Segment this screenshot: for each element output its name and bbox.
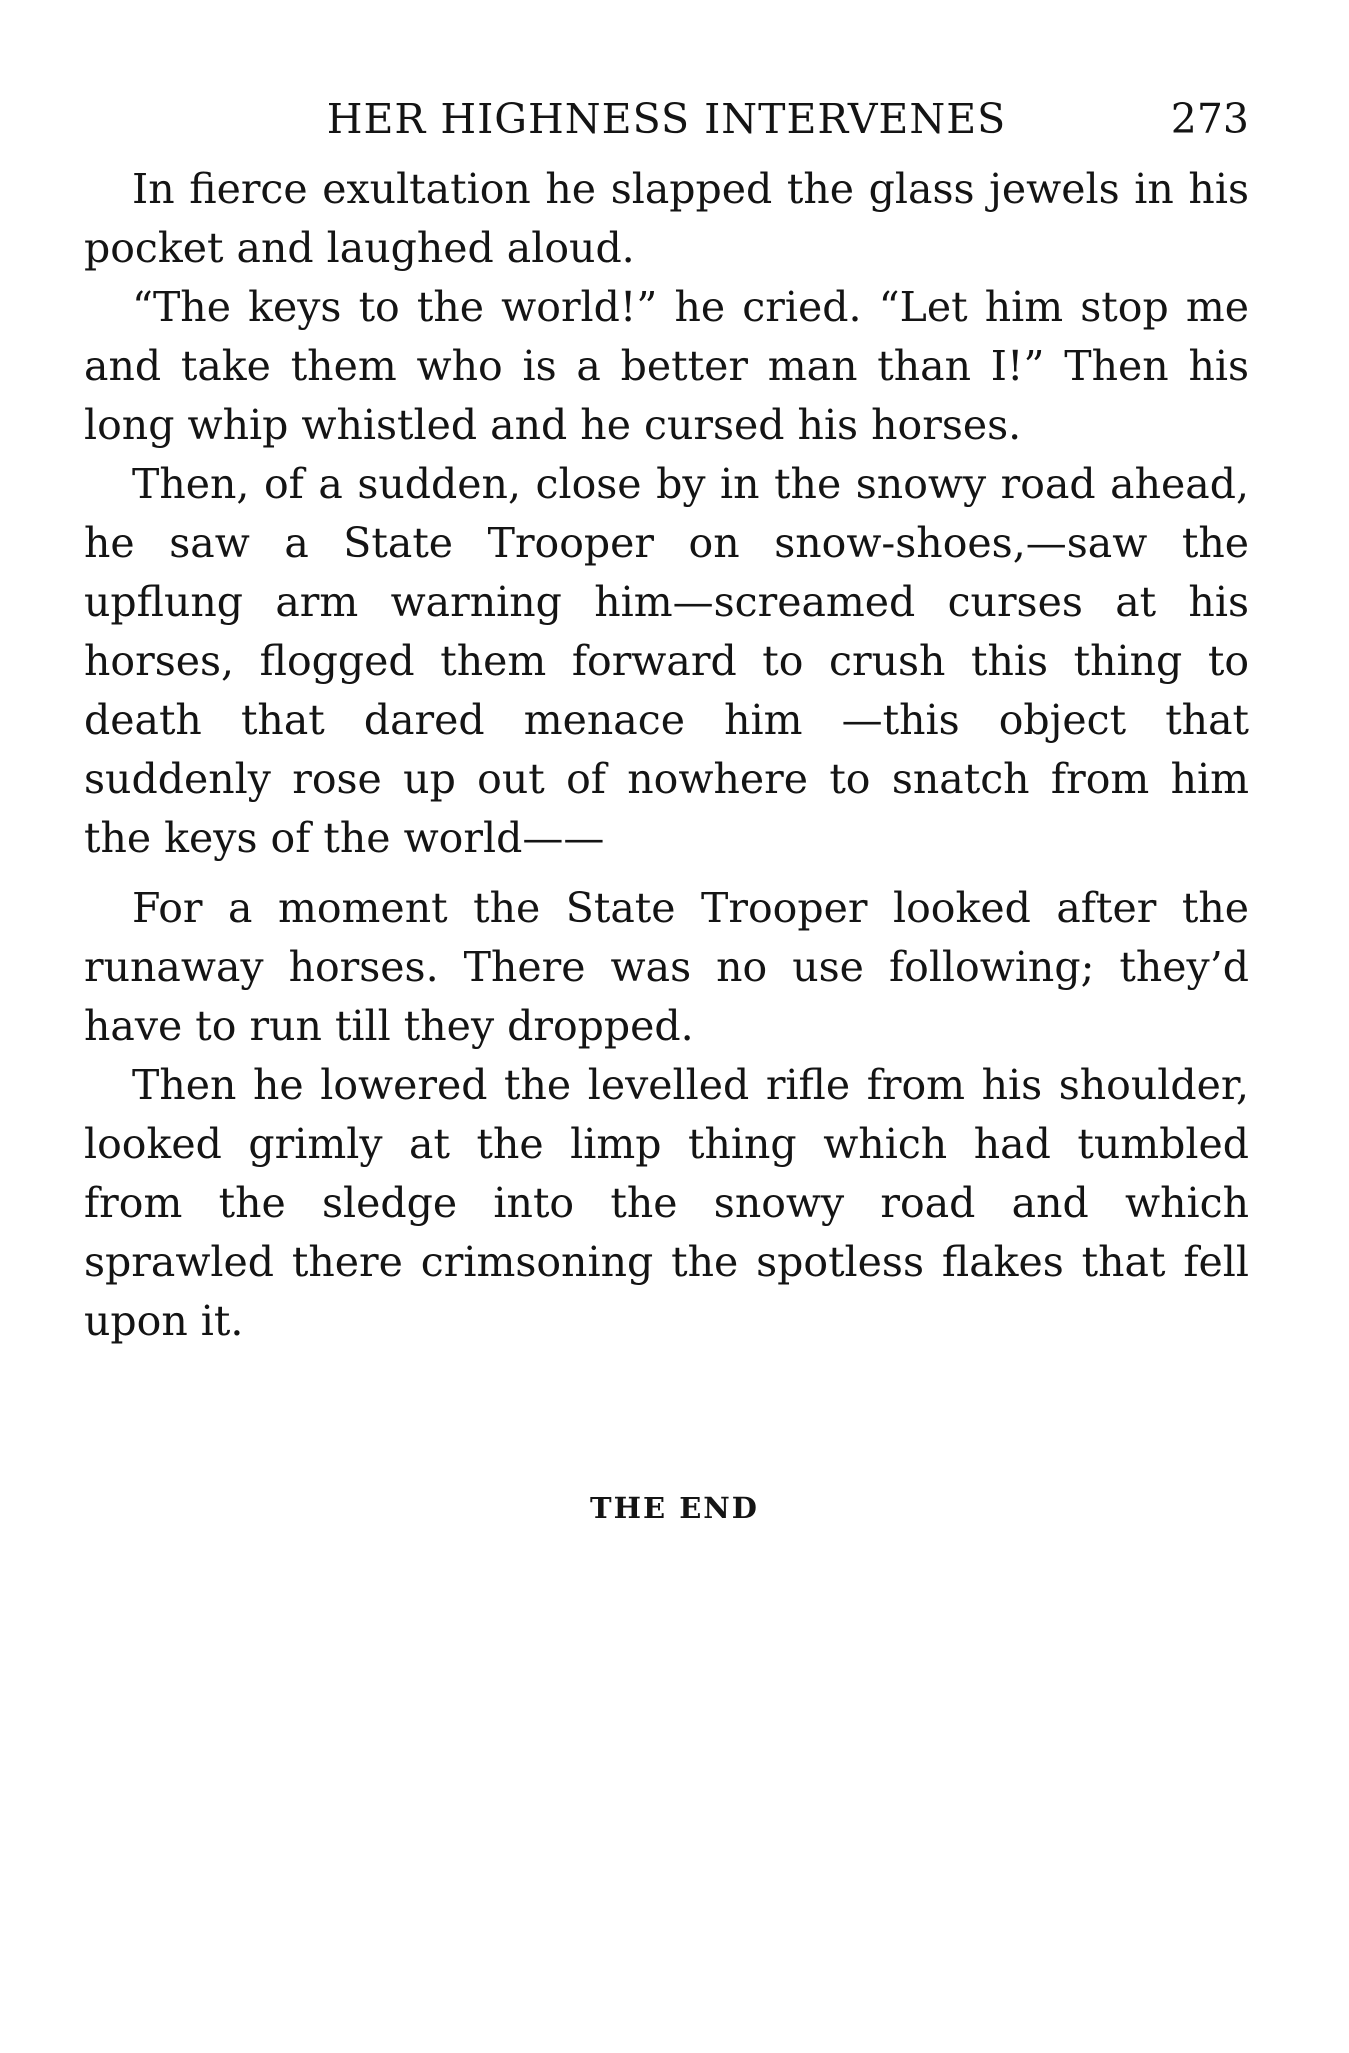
running-head bbox=[84, 86, 1249, 152]
paragraph: In fierce exultation he slapped the glass jewels in his pocket and laughed aloud. bbox=[84, 165, 1249, 272]
the-end-label: THE END bbox=[590, 1491, 759, 1525]
text-block-second bbox=[84, 879, 1249, 1351]
running-title: HER HIGHNESS INTERVENES bbox=[326, 95, 1007, 143]
page-number: 273 bbox=[1170, 95, 1249, 143]
paragraph: Then he lowered the levelled rifle from his shoulder, looked grimly at the limp thing which had tumbled from the sledge into the snowy road and which sprawled there crimsoning the spotless flakes that fell upon it. bbox=[84, 1061, 1249, 1345]
text-block-first bbox=[84, 160, 1249, 868]
paragraph: “The keys to the world!” he cried. “Let him stop me and take them who is a better man than I!” Then his long whip whistled and he cursed his horses. bbox=[84, 283, 1249, 449]
paragraph: For a moment the State Trooper looked after the runaway horses. There was no use following; they’d have to run till they dropped. bbox=[84, 884, 1249, 1050]
paragraph: Then, of a sudden, close by in the snowy road ahead, he saw a State Trooper on snow-shoes,—saw the upflung arm warning him—screamed curses at his horses, flogged them forward to crush this thing to death that dared menace him —this object that suddenly rose up out of nowhere to snatch from him the keys of the world—— bbox=[84, 460, 1249, 862]
